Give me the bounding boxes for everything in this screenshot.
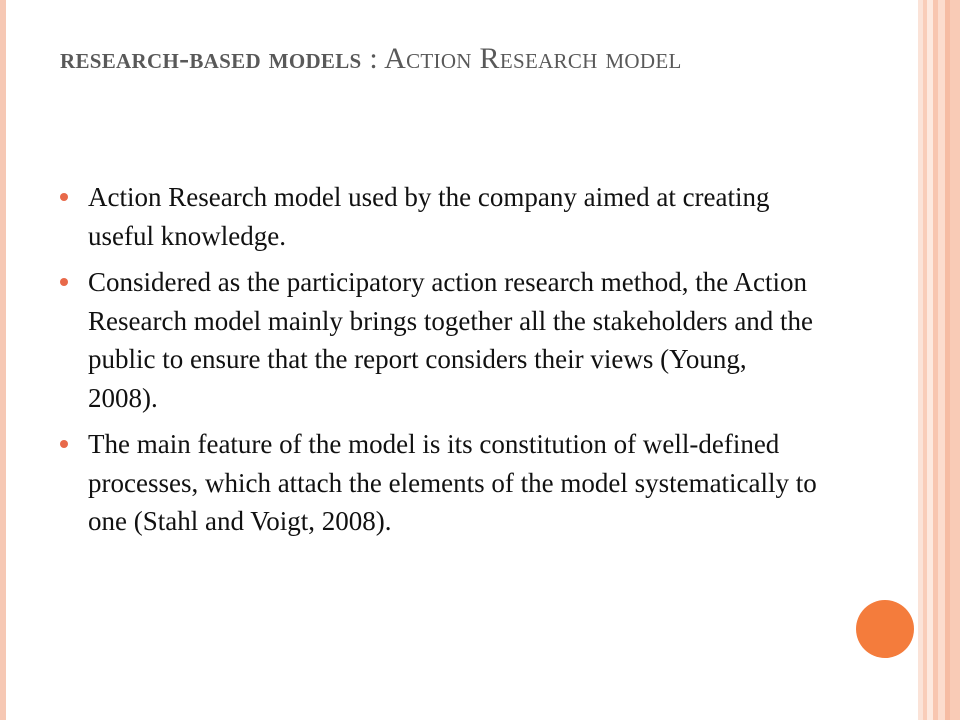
bullet-list: [58, 178, 818, 549]
title-part-2: Action Research model: [384, 42, 682, 75]
slide-title: [60, 36, 860, 82]
bullet-dot-icon: [60, 278, 68, 286]
bullet-dot-icon: [60, 440, 68, 448]
bullet-text: Action Research model used by the company aimed at creating useful knowledge.: [88, 182, 770, 251]
right-stripe-decoration: [918, 0, 960, 720]
left-border-decoration: [0, 0, 6, 720]
bullet-item: [58, 263, 818, 417]
bullet-item: [58, 425, 818, 541]
accent-circle: [856, 600, 914, 658]
bullet-item: [58, 178, 818, 255]
bullet-dot-icon: [60, 193, 68, 201]
bullet-text: Considered as the participatory action research method, the Action Research model mainly brings together all the stakeholders and the public to ensure that the report considers their views (Young, 2008).: [88, 267, 814, 413]
title-separator: :: [361, 42, 385, 75]
title-part-1: research-based models: [60, 42, 362, 75]
bullet-text: The main feature of the model is its constitution of well-defined processes, which attach the elements of the model systematically to one (Stahl and Voigt, 2008).: [88, 429, 817, 536]
